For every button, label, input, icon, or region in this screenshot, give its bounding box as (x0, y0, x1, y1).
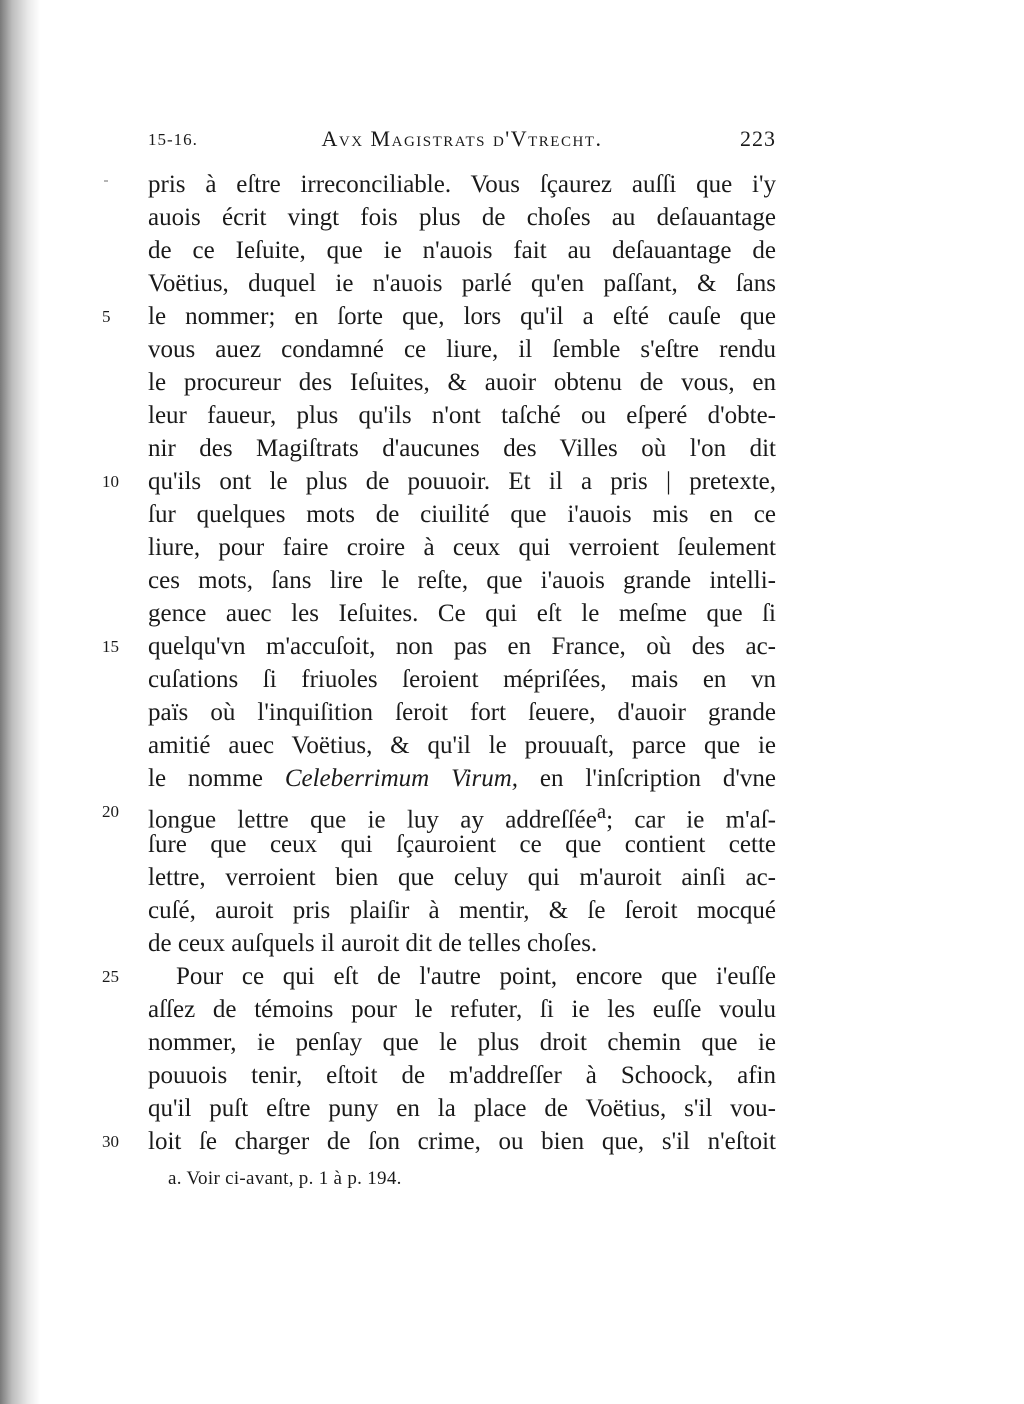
line-text: le procureur des Ieſuites, & auoir obtenu de vous, en (148, 369, 776, 396)
text-line (148, 564, 776, 597)
line-text: leur faueur, plus qu'ils n'ont taſché ou eſperé d'obte- (148, 402, 776, 429)
page-number: 223 (740, 126, 776, 151)
line-text: ſure que ceux qui ſçauroient ce que contient cette (148, 831, 776, 858)
line-text: Pour ce qui eſt de l'autre point, encore que i'euſſe (176, 963, 776, 990)
line-number: 5 (102, 307, 111, 326)
line-number: 25 (102, 967, 119, 986)
text-line (148, 168, 776, 201)
text-line (148, 696, 776, 729)
text-line (148, 1059, 776, 1092)
italic-text: Celeberrimum Virum, (284, 765, 519, 792)
text-line (148, 366, 776, 399)
line-text: loit ſe charger de ſon crime, ou bien que, s'il n'eſtoit (148, 1128, 776, 1155)
line-text: Voëtius, duquel ie n'auois parlé qu'en paſſant, & ſans (148, 270, 776, 297)
line-text: gence auec les Ieſuites. Ce qui eſt le meſme que ſi (148, 600, 776, 627)
line-text: cuſations ſi friuoles ſeroient mépriſées, mais en vn (148, 666, 776, 693)
text-line (102, 960, 776, 993)
text-line (148, 1092, 776, 1125)
line-text: ſur quelques mots de ciuilité que i'auois mis en ce (148, 501, 776, 528)
text-line (148, 663, 776, 696)
line-text: le nommer; en ſorte que, lors qu'il a eſté cauſe que (148, 303, 776, 330)
text-line (102, 465, 776, 498)
running-header (148, 126, 776, 156)
text-line (102, 300, 776, 333)
text-line (102, 630, 776, 663)
margin-mark (104, 180, 108, 182)
line-number: 20 (102, 802, 119, 821)
line-text: ces mots, ſans lire le reſte, que i'auois grande intelli- (148, 567, 776, 594)
footnote-marker: a (596, 799, 607, 823)
line-text: aſſez de témoins pour le refuter, ſi ie les euſſe voulu (148, 996, 776, 1023)
text-line (148, 201, 776, 234)
header-title: Avx Magistrats d'Vtrecht. (321, 126, 603, 151)
line-text: quelqu'vn m'accuſoit, non pas en France, où des ac- (148, 633, 776, 660)
text-line (148, 729, 776, 762)
text-line (148, 894, 776, 927)
footnote: a. Voir ci-avant, p. 1 à p. 194. (168, 1168, 402, 1189)
text-line (148, 432, 776, 465)
text-line (102, 1125, 776, 1158)
line-text: liure, pour faire croire à ceux qui verroient ſeulement (148, 534, 776, 561)
header-page-range: 15-16. (148, 130, 198, 149)
line-text: vous auez condamné ce liure, il ſemble s'eſtre rendu (148, 336, 776, 363)
line-text: longue lettre que ie luy ay addreſſée (148, 806, 597, 834)
line-text: en l'inſcription d'vne (518, 765, 776, 792)
line-text: auois écrit vingt fois plus de choſes au deſauantage (148, 204, 776, 231)
body-text (102, 168, 776, 1158)
line-text: de ce Ieſuite, que ie n'auois fait au deſauantage de (148, 237, 776, 264)
text-line (148, 927, 776, 960)
text-line (148, 762, 776, 795)
line-text: de ceux auſquels il auroit dit de telles choſes. (148, 930, 598, 957)
binding-shadow (0, 0, 40, 1404)
line-number: 10 (102, 472, 119, 491)
text-line (148, 1026, 776, 1059)
line-text: lettre, verroient bien que celuy qui m'auroit ainſi ac- (148, 864, 776, 891)
line-text: nir des Magiſtrats d'aucunes des Villes où l'on dit (148, 435, 776, 462)
line-text: qu'il puſt eſtre puny en la place de Voëtius, s'il vou- (148, 1095, 776, 1122)
line-text: nommer, ie penſay que le plus droit chemin que ie (148, 1029, 776, 1056)
line-text: le nomme (148, 765, 285, 792)
text-line (148, 333, 776, 366)
text-line (148, 234, 776, 267)
text-line (148, 993, 776, 1026)
text-line (102, 795, 776, 834)
line-text: cuſé, auroit pris plaiſir à mentir, & ſe ſeroit mocqué (148, 897, 776, 924)
line-text: païs où l'inquiſition ſeroit fort ſeuere, d'auoir grande (148, 699, 776, 726)
text-line (148, 399, 776, 432)
text-line (148, 267, 776, 300)
line-text: pris à eſtre irreconciliable. Vous ſçaurez auſſi que i'y (148, 171, 776, 198)
text-line (148, 861, 776, 894)
line-text: pouuois tenir, eſtoit de m'addreſſer à Schoock, afin (148, 1062, 776, 1089)
line-number: 15 (102, 637, 119, 656)
line-number: 30 (102, 1132, 119, 1151)
line-text: ; car ie m'aſ- (606, 806, 776, 834)
text-line (148, 498, 776, 531)
line-text: amitié auec Voëtius, & qu'il le prouuaſt, parce que ie (148, 732, 776, 759)
text-line (148, 597, 776, 630)
text-line (148, 828, 776, 861)
line-text: qu'ils ont le plus de pouuoir. Et il a pris | pretexte, (148, 468, 776, 495)
text-line (148, 531, 776, 564)
